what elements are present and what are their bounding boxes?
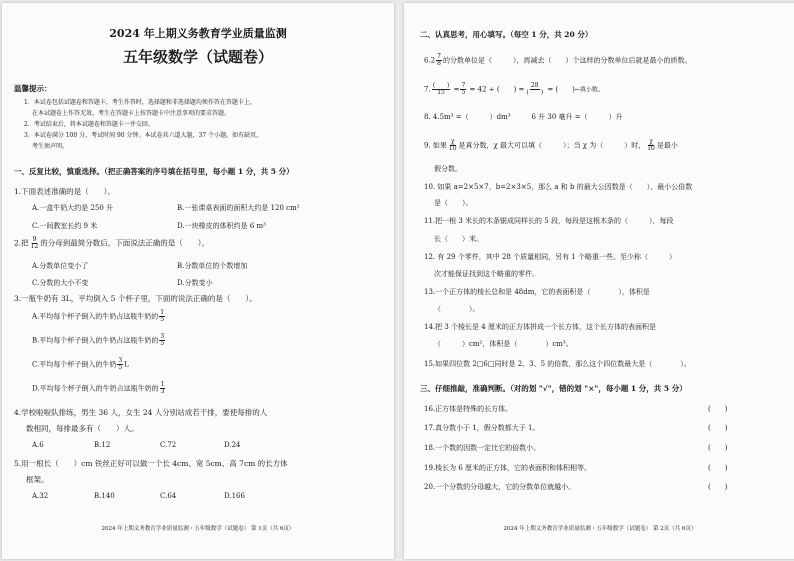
q2-fraction (30, 237, 40, 250)
q7-equals: = (453, 85, 460, 94)
page-footer: 2024 年上期义务教育学业质量监测・五年级数学（试题卷） 第 1页（共 6页） (101, 526, 295, 532)
judge-item-17: 17.真分数小于 1，假分数都大于 1。 (424, 424, 540, 432)
judge-answer-paren: ( ) (708, 483, 728, 491)
question-13-line-1: 13.一个正方体的棱长总和是 48dm，它的表面积是（ ），体积是 (424, 288, 650, 296)
question-9-line-1 (424, 139, 678, 152)
question-6 (424, 54, 691, 67)
q3-option-c (32, 358, 129, 371)
judge-answer-paren: ( ) (708, 424, 728, 432)
question-12-line-1: 12. 有 29 个零件，其中 28 个质量相同，另有 1 个略重一些。至少称（ ） (424, 253, 676, 261)
q9-mid-text: 是真分数，χ 最大可以填（ ）；当 χ 为（ ）时， (458, 141, 646, 150)
q2-option-a: A.分数单位变小了 (32, 262, 89, 270)
fraction-denominator: ( ) (526, 89, 544, 96)
q4-option-a: A.6 (32, 441, 44, 449)
q2-option-b: B.分数单位的个数增加 (177, 262, 248, 270)
q9-pre-text: 9. 如果 (424, 141, 447, 150)
question-8: 8. 4.5m³ =（ ）dm³ 6 升 30 毫升 =（ ）升 (424, 113, 623, 121)
option-text: A.平均每个杯子倒入的牛奶占这瓶牛奶的 (32, 312, 159, 321)
fraction-numerator: 3 (160, 333, 165, 340)
q7-division: = 42 ÷ ( ) = (469, 85, 525, 94)
fraction-denominator: 15 (437, 89, 445, 96)
question-13-line-2: （ ）。 (434, 305, 480, 313)
judge-item-16: 16.正方体是特殊的长方体。 (424, 405, 513, 413)
q9-end-text: 是最小 (656, 141, 678, 150)
fraction-denominator: 3 (160, 388, 165, 395)
judge-answer-paren: ( ) (708, 405, 728, 413)
fraction-numerator: 9 (32, 236, 37, 243)
q9-fraction-1 (448, 139, 458, 152)
q3-option-a (32, 310, 166, 323)
q7-fraction-1 (432, 83, 451, 96)
exam-subject-title: 五年级数学（试题卷） (122, 48, 273, 66)
question-3-stem: 3.一瓶牛奶有 3L，平均倒入 5 个杯子里，下面的说法正确的是（ ）。 (14, 294, 257, 303)
judge-item-20: 20.一个分数的分母越大，它的分数单位就越小。 (424, 483, 576, 491)
q7-number: 7. (424, 85, 431, 94)
tip-line: 考生须声明。 (32, 143, 69, 150)
section-2-heading: 二、认真思考，用心填写。（每空 1 分，共 20 分） (420, 30, 593, 39)
q3-b-fraction (159, 334, 165, 347)
question-10-line-1: 10. 如果 a=2×5×7，b=2×3×5，那么 a 和 b 的最大公因数是（ ），最小公倍数 (424, 183, 693, 191)
fraction-numerator: 7 (437, 53, 441, 60)
question-11-line-1: 11.把一根 3 米长的木条锯成同样长的 5 段，每段是这根木条的（ ），每段 (424, 217, 674, 225)
q6-post-text: 的分数单位是（ ），再减去（ ）个这样的分数单位后就是最小的质数。 (442, 56, 692, 65)
q1-option-c: C.一间教室长约 9 米 (32, 222, 98, 230)
option-text: C.平均每个杯子倒入的牛奶 (32, 360, 117, 369)
q4-option-d: D.24 (224, 441, 241, 449)
question-12-line-2: 次才能保证找到这个略重的零件。 (434, 270, 539, 278)
q1-option-a: A.一盒牛奶大约是 250 升 (32, 204, 114, 212)
judge-item-19: 19.棱长为 6 厘米的正方体，它的表面积和体积相等。 (424, 464, 592, 472)
q3-option-d (32, 382, 166, 395)
q6-pre-text: 6.2 (424, 56, 436, 65)
judge-answer-paren: ( ) (708, 444, 728, 452)
q5-option-a: A.32 (32, 492, 49, 500)
question-5-line-2: 框架。 (26, 475, 49, 484)
tips-heading: 温馨提示： (14, 84, 52, 93)
fraction-numerator: 28 (530, 82, 539, 89)
question-2-stem (14, 237, 209, 250)
fraction-denominator: 10 (647, 145, 655, 152)
question-10-line-2: 是（ ）。 (434, 199, 473, 207)
question-11-line-2: 长（ ）米。 (434, 235, 483, 243)
question-1-stem: 1.下面表述准确的是（ ）。 (14, 187, 115, 196)
q3-option-b (32, 334, 166, 347)
q4-option-c: C.72 (160, 441, 177, 449)
page-footer: 2024 年上期义务教育学业质量监测・五年级数学（试题卷） 第 2页（共 6页） (503, 526, 697, 532)
fraction-numerator: χ (649, 138, 653, 145)
q7-fraction-3 (525, 83, 544, 96)
q7-note: ←填小数。 (574, 86, 604, 94)
section-1-heading: 一、反复比较，慎重选择。（把正确答案的序号填在括号里，每小题 1 分，共 5 分） (14, 167, 294, 176)
question-15: 15.如果四位数 2□6□同时是 2、3、5 的倍数，那么这个四位数最大是（ ）。 (424, 360, 691, 368)
fraction-denominator: 8 (437, 60, 441, 67)
fraction-denominator: 5 (160, 316, 165, 323)
q3-a-fraction (159, 310, 165, 323)
option-text: D.平均每个杯子倒入的牛奶占这瓶牛奶的 (32, 384, 159, 393)
q5-option-d: D.166 (224, 492, 245, 500)
fraction-denominator: 12 (30, 243, 39, 250)
exam-page-2 (404, 3, 794, 559)
fraction-numerator: 3 (118, 357, 123, 364)
judge-item-18: 18.一个数的因数一定比它的倍数小。 (424, 444, 541, 452)
q7-fraction-2 (460, 83, 466, 96)
section-3-heading: 三、仔细推敲，准确判断。（对的划 "√"，错的划 "×"，每小题 1 分，共 5 分） (420, 384, 687, 393)
judge-answer-paren: ( ) (708, 464, 728, 472)
fraction-numerator: ( ) (432, 82, 450, 89)
exam-page-1 (2, 3, 394, 559)
question-4-line-2: 数相同，每排最多有（ ）人。 (26, 424, 139, 433)
fraction-numerator: 1 (160, 309, 165, 316)
tip-line: 2．考试结束后，将本试题卷和答题卡一并交回。 (24, 121, 154, 128)
q6-fraction (436, 54, 442, 67)
question-7 (424, 83, 604, 96)
question-5-line-1: 5.用一根长（ ）cm 铁丝正好可以做一个长 4cm、宽 5cm、高 7cm 的长方体 (14, 459, 288, 468)
q7-decimal-blank: = ( ) (547, 85, 575, 94)
option-text: B.平均每个杯子倒入的牛奶占这瓶牛奶的 (32, 336, 159, 345)
option-unit: L (124, 360, 129, 369)
fraction-numerator: 7 (461, 82, 466, 89)
tip-line: 在本试题卷上作答无效，考生在答题卡上按答题卡中注意事项的要求答题。 (32, 110, 231, 117)
q5-option-b: B.140 (94, 492, 115, 500)
fraction-denominator: 5 (461, 89, 466, 96)
q2-pre-text: 2.把 (14, 238, 29, 248)
question-14-line-1: 14.把 3 个棱长是 4 厘米的正方体拼成一个长方体，这个长方体的表面积是 (424, 323, 656, 331)
tip-line: 1．本试卷包括试题卷和答题卡，考生作答时，选择题和非选择题均须作答在答题卡上， (24, 99, 256, 106)
tip-line: 3．本试卷满分 100 分，考试时间 90 分钟。本试卷共六道大题，37 个小题。如有缺页， (24, 132, 263, 139)
q3-d-fraction (160, 382, 166, 395)
q1-option-d: D.一块橡皮的体积约是 6 m³ (177, 222, 266, 230)
exam-header-title: 2024 年上期义务教育学业质量监测 (109, 27, 287, 40)
q3-c-fraction (117, 358, 123, 371)
question-9-line-2: 假分数。 (434, 165, 462, 173)
q2-post-text: 的分母到最简分数后，下面说法正确的是（ ）。 (40, 238, 210, 248)
q1-option-b: B.一张课桌表面的面积大约是 120 cm² (177, 204, 300, 212)
q2-option-d: D.分数变小 (177, 279, 213, 287)
q2-option-c: C.分数的大小不变 (32, 279, 89, 287)
fraction-numerator: 1 (160, 381, 165, 388)
q9-fraction-2 (646, 139, 656, 152)
fraction-denominator: 10 (448, 145, 457, 152)
fraction-numerator: χ (450, 138, 455, 145)
q5-option-c: C.64 (160, 492, 177, 500)
q4-option-b: B.12 (94, 441, 111, 449)
fraction-denominator: 5 (160, 340, 165, 347)
question-4-line-1: 4.学校啦啦队排练，男生 36 人，女生 24 人分别站成若干排，要使每排的人 (14, 408, 268, 417)
fraction-denominator: 5 (118, 364, 123, 371)
question-14-line-2: （ ）cm²，体积是（ ）cm³。 (434, 340, 573, 348)
